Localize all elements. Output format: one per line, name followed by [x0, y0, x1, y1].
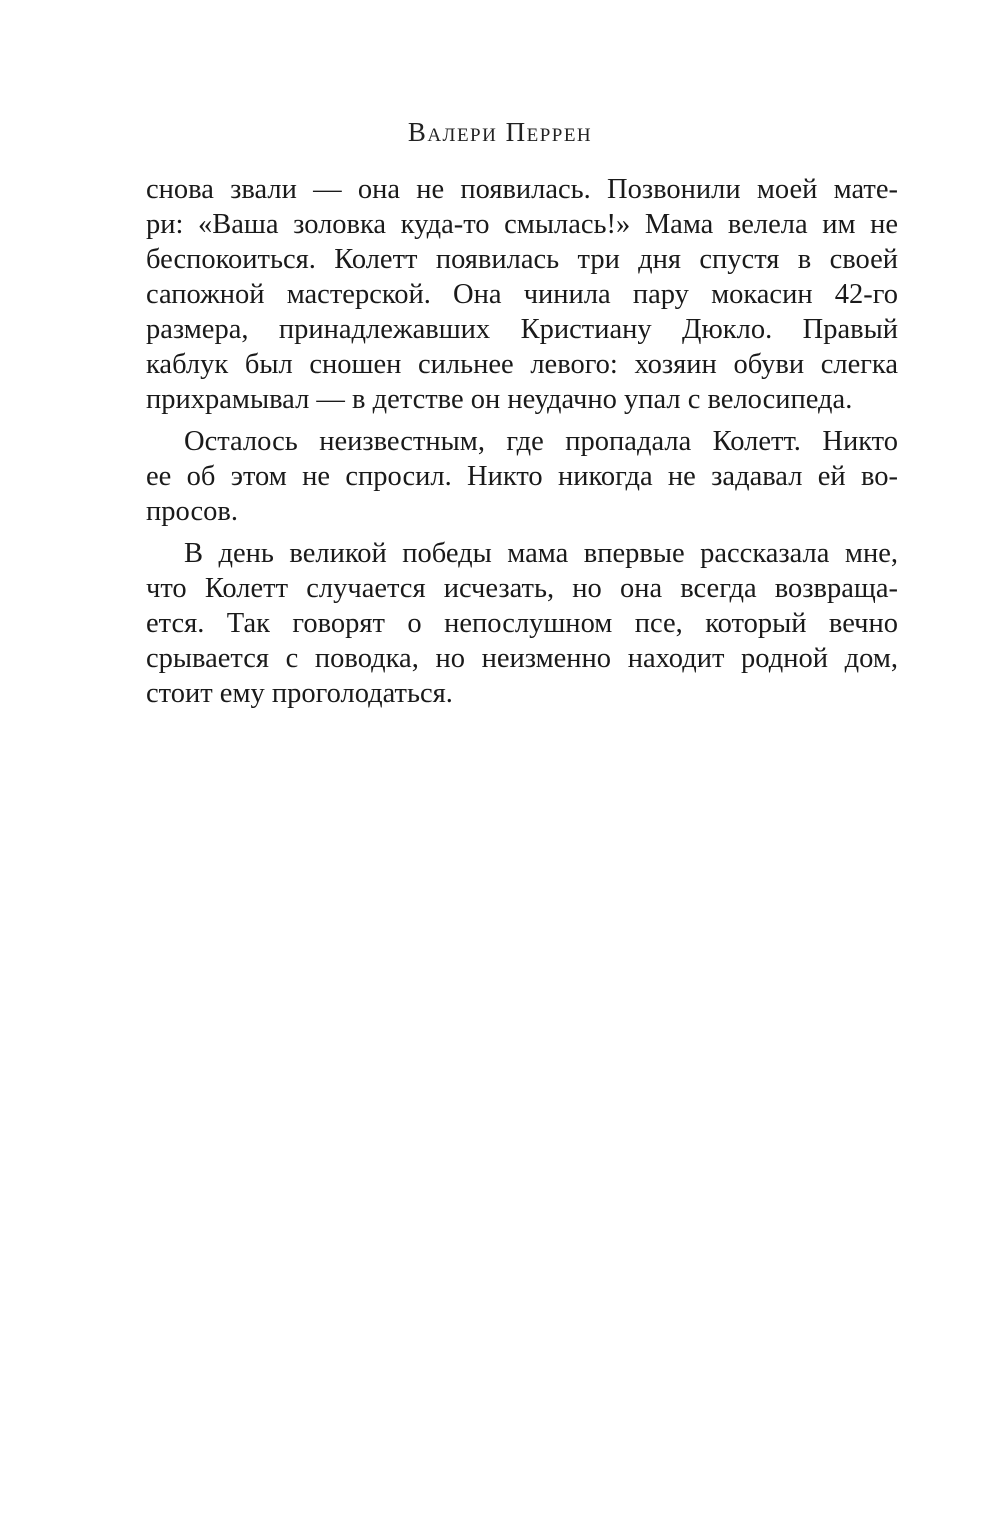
- text-line: ее об этом не спросил. Никто никогда не задавал ей во-: [146, 461, 898, 492]
- page-body: [146, 172, 898, 718]
- text-line: снова звали — она не появилась. Позвонили моей мате-: [146, 174, 898, 205]
- text-line: размера, принадлежавших Кристиану Дюкло. Правый: [146, 314, 898, 345]
- text-line: каблук был сношен сильнее левого: хозяин обуви слегка: [146, 349, 898, 380]
- paragraph: [146, 536, 898, 711]
- text-line: В день великой победы мама впервые рассказала мне,: [184, 538, 898, 569]
- text-line: ется. Так говорят о непослушном псе, который вечно: [146, 608, 898, 639]
- text-line: беспокоиться. Колетт появилась три дня спустя в своей: [146, 244, 898, 275]
- paragraph: [146, 172, 898, 417]
- text-line: что Колетт случается исчезать, но она всегда возвраща-: [146, 573, 898, 604]
- text-line: ри: «Ваша золовка куда-то смылась!» Мама велела им не: [146, 209, 898, 240]
- text-line: Осталось неизвестным, где пропадала Колетт. Никто: [184, 426, 898, 457]
- text-line: просов.: [146, 496, 238, 527]
- text-line: сапожной мастерской. Она чинила пару мокасин 42-го: [146, 279, 898, 310]
- text-line: стоит ему проголодаться.: [146, 678, 453, 709]
- text-line: прихрамывал — в детстве он неудачно упал с велосипеда.: [146, 384, 853, 415]
- text-line: срывается с поводка, но неизменно находит родной дом,: [146, 643, 898, 674]
- paragraph: [146, 424, 898, 529]
- running-header: Валери Перрен: [407, 117, 593, 147]
